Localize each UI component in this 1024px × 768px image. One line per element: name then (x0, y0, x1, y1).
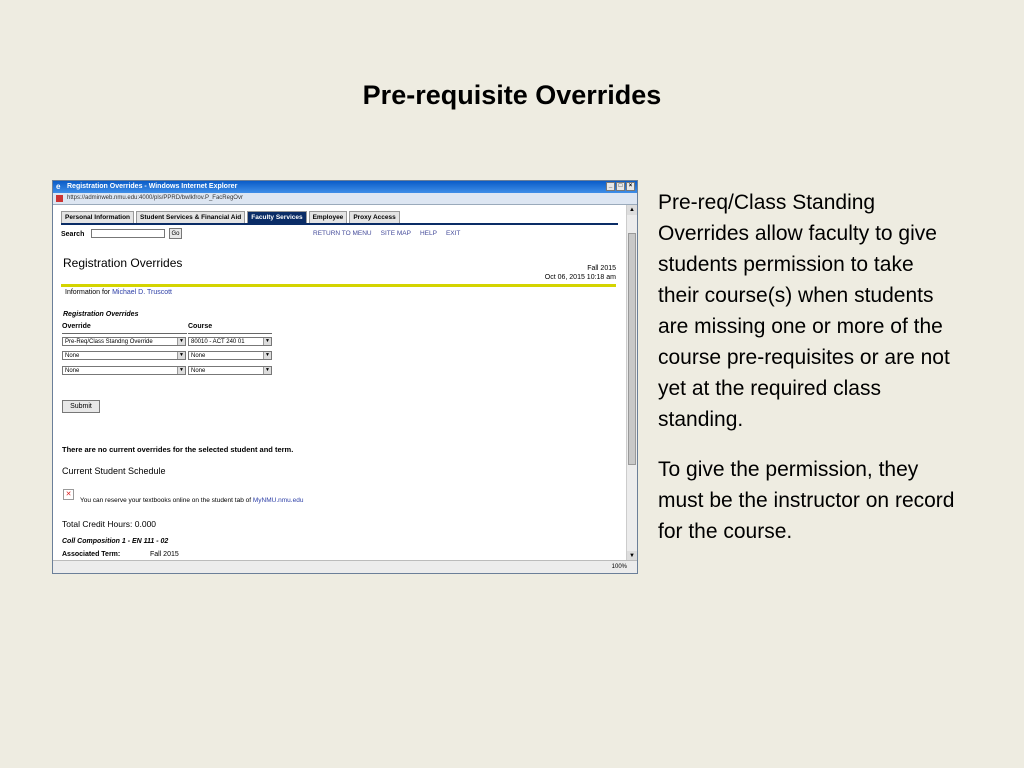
browser-window (52, 180, 638, 574)
course-select-3-value: None (191, 368, 206, 374)
chevron-down-icon: ▼ (177, 367, 185, 374)
term-label: Fall 2015 (587, 265, 616, 272)
term-info (545, 264, 616, 282)
student-info (65, 289, 172, 296)
submit-button[interactable]: Submit (62, 400, 100, 413)
tab-student-services[interactable]: Student Services & Financial Aid (136, 211, 245, 223)
return-to-menu-link[interactable]: RETURN TO MENU (313, 230, 372, 237)
paragraph-permission: To give the permission, they must be the instructor on record for the course. (658, 458, 955, 543)
tab-proxy-access[interactable]: Proxy Access (349, 211, 399, 223)
broken-image-icon: ✕ (63, 489, 74, 500)
top-links (313, 230, 460, 237)
maximize-icon[interactable]: □ (616, 182, 625, 191)
schedule-heading: Current Student Schedule (62, 466, 166, 476)
chevron-down-icon: ▼ (263, 338, 271, 345)
override-column-header: Override (62, 323, 187, 334)
scrollbar-thumb[interactable] (628, 233, 636, 465)
slide-title: Pre-requisite Overrides (362, 80, 662, 110)
course-select-1-value: 80010 - ACT 240 01 (191, 339, 245, 345)
tab-underline (61, 223, 618, 225)
associated-term (62, 551, 179, 558)
textbook-note (80, 497, 303, 504)
textbook-text: You can reserve your textbooks online on the student tab of (80, 497, 252, 504)
search-label: Search (61, 231, 85, 238)
override-select-2-value: None (65, 353, 80, 359)
associated-term-label: Associated Term: (62, 551, 121, 558)
divider (61, 284, 616, 287)
no-overrides-message: There are no current overrides for the selected student and term. (62, 445, 294, 454)
course-select-3[interactable] (188, 366, 272, 375)
address-url[interactable]: https://adminweb.nmu.edu:4000/pls/PPRD/bwlkfrov.P_FacRegOvr (67, 195, 243, 201)
scroll-up-icon[interactable]: ▲ (627, 205, 637, 215)
course-select-2-value: None (191, 353, 206, 359)
course-select-2[interactable] (188, 351, 272, 360)
close-icon[interactable]: × (626, 182, 635, 191)
section-label: Registration Overrides (63, 311, 139, 318)
student-name-link[interactable]: Michael D. Truscott (112, 289, 173, 296)
info-prefix: Information for (65, 289, 111, 296)
associated-term-value: Fall 2015 (149, 551, 179, 558)
browser-titlebar (53, 181, 637, 193)
window-title: Registration Overrides - Windows Internet Explorer (67, 183, 238, 190)
site-map-link[interactable]: SITE MAP (380, 230, 411, 237)
scroll-down-icon[interactable]: ▼ (627, 551, 637, 561)
main-tabs (61, 211, 400, 223)
tab-personal-information[interactable]: Personal Information (61, 211, 134, 223)
tab-faculty-services[interactable]: Faculty Services (247, 211, 306, 223)
datetime-label: Oct 06, 2015 10:18 am (544, 274, 616, 281)
override-select-3[interactable] (62, 366, 186, 375)
go-button[interactable]: Go (169, 228, 182, 239)
search-input[interactable] (91, 229, 165, 238)
course-title: Coll Composition 1 - EN 111 - 02 (62, 538, 169, 545)
course-select-1[interactable] (188, 337, 272, 346)
override-select-2[interactable] (62, 351, 186, 360)
chevron-down-icon: ▼ (177, 352, 185, 359)
page-title: Registration Overrides (63, 256, 183, 270)
minimize-icon[interactable]: _ (606, 182, 615, 191)
status-bar (53, 560, 637, 573)
help-link[interactable]: HELP (419, 230, 437, 237)
tab-employee[interactable]: Employee (309, 211, 348, 223)
chevron-down-icon: ▼ (177, 338, 185, 345)
override-select-3-value: None (65, 368, 80, 374)
page-content (53, 205, 628, 561)
paragraph-overview: Pre-req/Class Standing Overrides allow faculty to give students permission to take their course(s) when students are missing one or more of the course pre-requisites or are not yet at the required class standing. (658, 191, 950, 431)
slide-body-text (658, 187, 958, 566)
chevron-down-icon: ▼ (263, 367, 271, 374)
vertical-scrollbar[interactable] (626, 205, 637, 561)
mynmu-link[interactable]: MyNMU.nmu.edu (252, 497, 304, 504)
zoom-level[interactable]: 100% (611, 564, 627, 570)
address-bar[interactable] (53, 193, 637, 205)
site-icon (56, 195, 63, 202)
override-select-1[interactable] (62, 337, 186, 346)
exit-link[interactable]: EXIT (445, 230, 461, 237)
total-credit-hours: Total Credit Hours: 0.000 (62, 519, 157, 529)
ie-logo-icon: e (56, 182, 61, 191)
override-select-1-value: Pre-Req/Class Standng Override (65, 339, 153, 345)
course-column-header: Course (188, 323, 272, 334)
chevron-down-icon: ▼ (263, 352, 271, 359)
